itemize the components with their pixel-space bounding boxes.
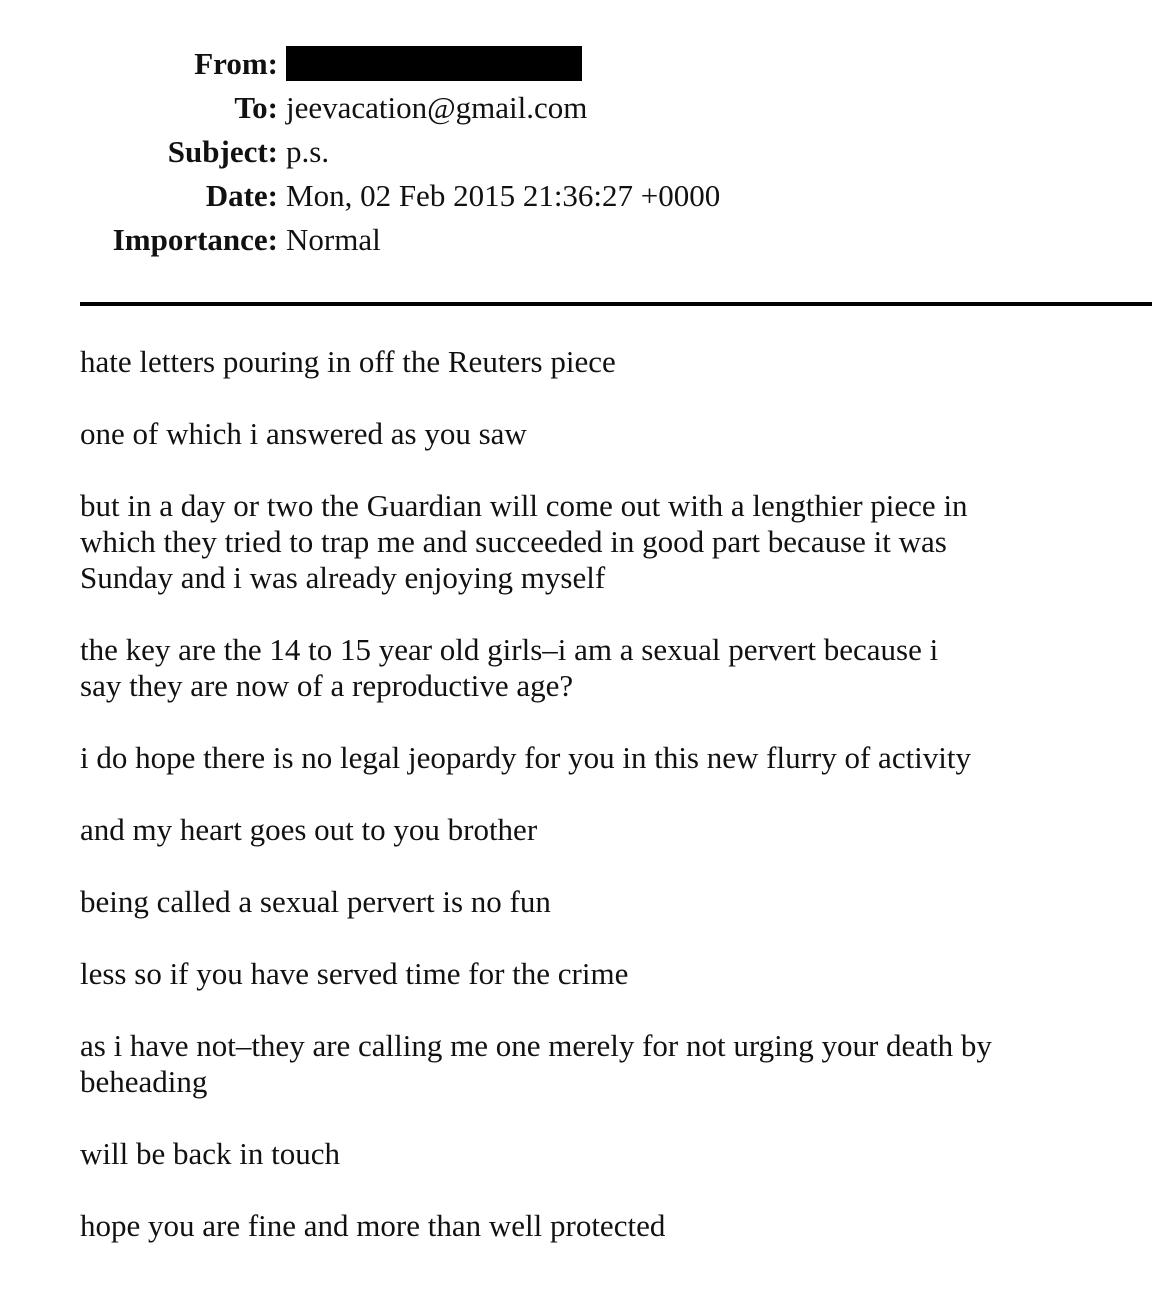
to-row	[0, 86, 1152, 130]
importance-value: Normal	[286, 222, 381, 257]
date-row	[0, 174, 1152, 218]
body-paragraph: hate letters pouring in off the Reuters piece	[80, 344, 616, 379]
body-paragraph: and my heart goes out to you brother	[80, 812, 538, 847]
body-paragraph: one of which i answered as you saw	[80, 416, 527, 451]
from-row	[0, 42, 1152, 86]
email-header	[0, 42, 1152, 262]
body-paragraph: will be back in touch	[80, 1136, 340, 1171]
body-paragraph: less so if you have served time for the crime	[80, 956, 629, 991]
body-paragraph: i do hope there is no legal jeopardy for you in this new flurry of activity	[80, 740, 972, 775]
subject-row	[0, 130, 1152, 174]
redacted-sender-block	[286, 46, 582, 81]
importance-label: Importance:	[112, 222, 278, 257]
date-value: Mon, 02 Feb 2015 21:36:27 +0000	[286, 178, 721, 213]
body-paragraph: but in a day or two the Guardian will come out with a lengthier piece in which they tried to trap me and succeeded in good part because it was Sunday and i was already enjoying myself	[80, 488, 968, 595]
subject-label: Subject:	[167, 134, 278, 169]
body-paragraph: hope you are fine and more than well protected	[80, 1208, 666, 1243]
email-body	[80, 344, 1140, 1280]
date-label: Date:	[205, 178, 278, 213]
body-paragraph: being called a sexual pervert is no fun	[80, 884, 551, 919]
header-divider	[80, 302, 1152, 306]
body-paragraph: as i have not–they are calling me one merely for not urging your death by beheading	[80, 1028, 992, 1099]
to-value: jeevacation@gmail.com	[286, 90, 588, 125]
subject-value: p.s.	[286, 134, 330, 169]
importance-row	[0, 218, 1152, 262]
body-paragraph: the key are the 14 to 15 year old girls–i am a sexual pervert because i say they are now of a reproductive age?	[80, 632, 939, 703]
from-label: From:	[194, 46, 278, 81]
to-label: To:	[234, 90, 278, 125]
